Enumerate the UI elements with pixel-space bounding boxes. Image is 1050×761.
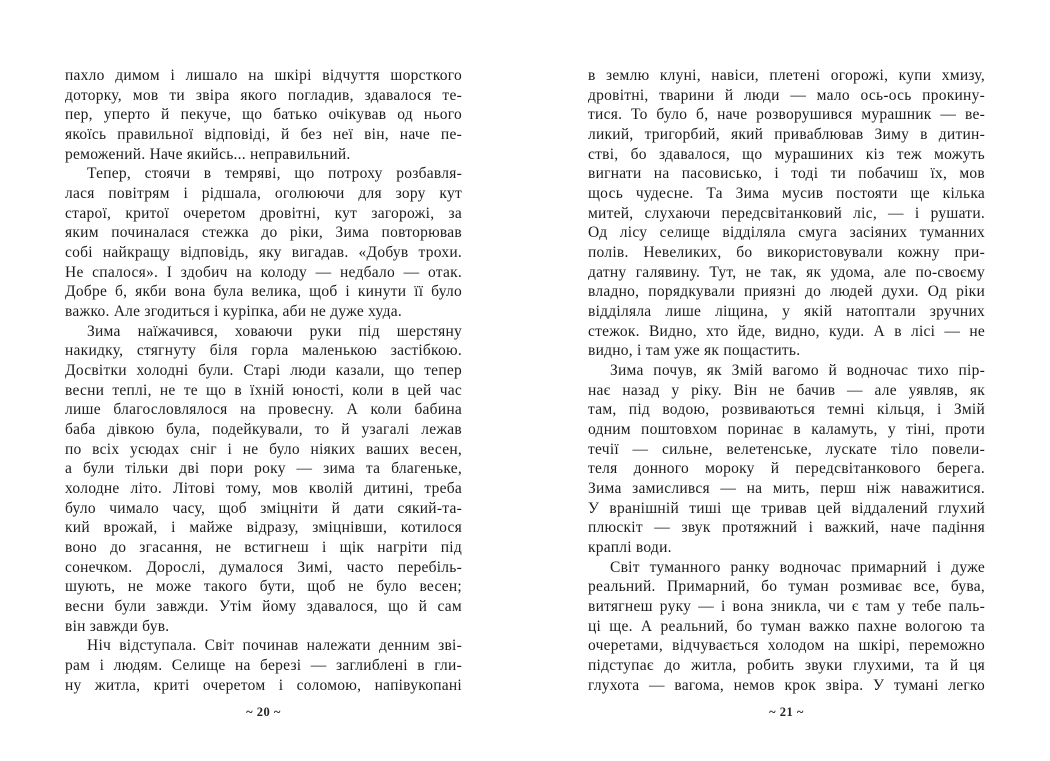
- text-line: ликий, тригорбий, який приваблював Зиму в дитин-: [588, 126, 985, 144]
- book-page-left: [65, 0, 462, 761]
- text-line: лася повітрям і рідшала, оголюючи для зору кут: [65, 185, 462, 203]
- text-line: весни теплі, не те що в їхній юності, коли в цей час: [65, 381, 462, 399]
- text-line: доторку, мов ти звіра якого погладив, здавалося те-: [65, 86, 462, 104]
- text-line: він завжди був.: [65, 617, 170, 635]
- text-line: старої, критої очеретом дровітні, кут загорожі, за: [65, 204, 462, 222]
- text-line: лише благословлялося на провесну. А коли бабина: [65, 401, 462, 419]
- page-number: ~ 20 ~: [246, 705, 281, 719]
- text-line: воно до згасання, не встигнеш і щік нагріти під: [65, 539, 462, 557]
- text-line: теля донного мороку й передсвітанкового берега.: [588, 460, 985, 478]
- text-line: по всіх усюдах сніг і не було ніяких ваших весен,: [65, 440, 462, 458]
- text-line: Од лісу селище відділяла смуга засіяних туманних: [588, 224, 985, 242]
- text-line: реальний. Примарний, бо туман розмиває все, бува,: [588, 578, 985, 596]
- text-line: Зима почув, як Змій вагомо й водночас тихо пір-: [610, 362, 985, 380]
- text-line: рам і людям. Селище на березі — заглиблені в гли-: [65, 657, 462, 675]
- text-line: ці ще. А реальний, бо туман важко пахне вологою та: [588, 617, 985, 635]
- text-line: плюскіт — звук протяжний і важкий, наче падіння: [588, 519, 985, 537]
- page-text: [65, 66, 462, 696]
- text-line: в землю клуні, навіси, плетені огорожі, купи хмизу,: [588, 67, 985, 84]
- text-line: холодне літо. Літові тому, мов кволій дитині, треба: [65, 480, 462, 498]
- text-line: Зима замислився — на мить, перш ніж наважитися.: [588, 480, 985, 498]
- text-line: баба дівкою була, подейкували, то й узагалі лежав: [65, 421, 462, 439]
- text-line: Ніч відступала. Світ починав належати денним зві-: [87, 637, 462, 655]
- text-line: Тепер, стоячи в темряві, що потроху розбавля-: [87, 165, 462, 183]
- text-line: ну житла, криті очеретом і соломою, напівукопані: [65, 676, 462, 694]
- text-line: одним поштовхом поринає в каламуть, у тіні, проти: [588, 421, 985, 439]
- book-page-right: [588, 0, 985, 761]
- text-line: весни були завжди. Утім йому здавалося, що й сам: [65, 598, 462, 616]
- text-line: там, під водою, розвиваються темні кільця, і Змій: [588, 401, 985, 419]
- text-line: краплі води.: [588, 539, 672, 557]
- text-line: а були тільки дві пори року — зима та благеньке,: [65, 460, 462, 478]
- text-line: владно, порядкували приязні до людей духи. Од ріки: [588, 283, 985, 301]
- text-line: Світ туманного ранку водночас примарний і дуже: [610, 558, 985, 576]
- text-line: сонечком. Дорослі, думалося Зимі, часто перебіль-: [65, 558, 462, 576]
- text-line: Добре б, якби вона була велика, щоб і кинути її було: [65, 283, 462, 301]
- text-line: Зима наїжачився, ховаючи руки під шерстяну: [87, 322, 462, 340]
- text-line: тися. То було б, наче розворушився мурашник — ве-: [588, 106, 985, 124]
- text-line: митей, слухаючи передсвітанковий ліс, — і рушати.: [588, 204, 985, 222]
- text-line: щось чудесне. Та Зима мусив постояти ще кілька: [588, 185, 985, 203]
- text-line: датну галявину. Тут, не так, як удома, але по-своєму: [588, 263, 985, 281]
- text-line: було чимало часу, щоб зміцніти й дати сякий-та-: [65, 499, 462, 517]
- text-line: важко. Але згодиться і куріпка, аби не дуже худа.: [65, 303, 402, 321]
- text-line: реможений. Наче якийсь... неправильний.: [65, 145, 351, 163]
- text-line: Не спалося». І здобич на колоду — недбало — отак.: [65, 263, 462, 281]
- text-line: кий врожай, і майже відразу, зміцнівши, котилося: [65, 519, 462, 537]
- text-line: підступає до житла, робить звуки глухими, та й ця: [588, 657, 985, 675]
- text-line: стві, бо здавалося, що мурашиних кіз теж можуть: [588, 145, 985, 163]
- text-line: яким починалася стежка до ріки, Зима повторював: [65, 224, 462, 242]
- text-line: Досвітки холодні були. Старі люди казали, що тепер: [65, 362, 462, 380]
- text-line: накидку, стягнуту біля горла маленькою застібкою.: [65, 342, 462, 360]
- text-line: течії — сильне, велетенське, лускате тіло повели-: [588, 440, 985, 458]
- text-line: пер, уперто й пекуче, що батько очікував од нього: [65, 106, 462, 124]
- text-line: відділяла лише ліщина, у якій натоптали зручних: [588, 303, 985, 321]
- text-line: нає назад у ріку. Він не бачив — але уявляв, як: [588, 381, 985, 399]
- page-number: ~ 21 ~: [769, 705, 804, 719]
- text-line: очеретами, відчувається холодом на шкірі, переможно: [588, 637, 985, 655]
- text-line: вигнати на пасовисько, і тоді ти побачиш їх, мов: [588, 165, 985, 183]
- text-line: стежок. Видно, хто йде, видно, куди. А в лісі — не: [588, 322, 985, 340]
- text-line: пахло димом і лишало на шкірі відчуття шорсткого: [65, 67, 462, 84]
- text-line: видно, і там уже як пощастить.: [588, 342, 801, 360]
- text-line: У вранішній тиші ще тривав цей віддалений глухий: [588, 499, 985, 517]
- text-line: полів. Невеликих, бо використовували кожну при-: [588, 244, 985, 262]
- text-line: шують, не може такого бути, щоб не було весен;: [65, 578, 462, 596]
- text-line: глухота — вагома, немов крок звіра. У тумані легко: [588, 676, 985, 694]
- text-line: якоїсь правильної відповіді, й без неї він, наче пе-: [65, 126, 462, 144]
- text-line: витягнеш руку — і вона зникла, чи є там у тебе паль-: [588, 598, 985, 616]
- text-line: собі найкращу відповідь, яку вигадав. «Добув трохи.: [65, 244, 462, 262]
- page-text: [588, 66, 985, 696]
- text-line: дровітні, тварини й люди — мало ось-ось прокину-: [588, 86, 985, 104]
